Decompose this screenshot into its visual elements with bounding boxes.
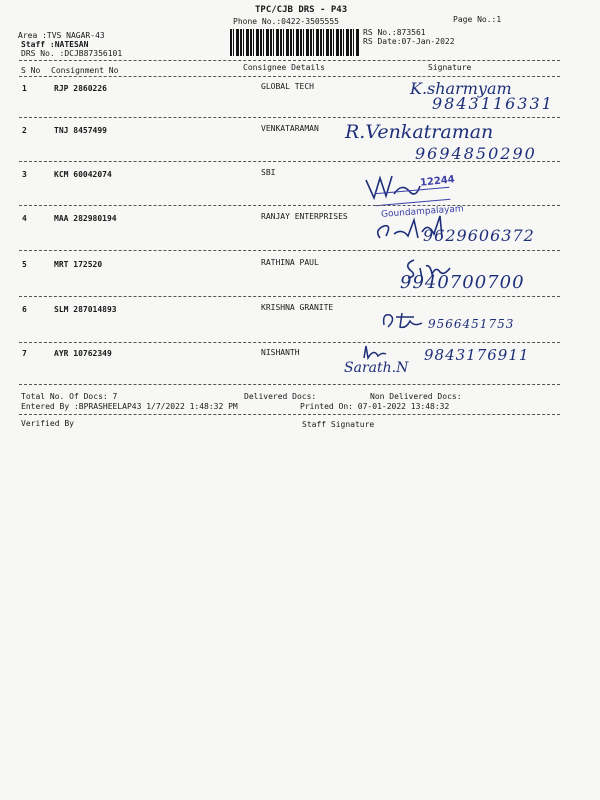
row-5-signature-phone: 9940700700 (400, 272, 525, 293)
row-6-consignee: KRISHNA GRANITE (261, 303, 334, 312)
row-6-signature-scribble (380, 309, 428, 331)
row-divider (19, 342, 560, 343)
row-divider (19, 117, 560, 118)
column-divider (19, 76, 560, 77)
stamp-place: Goundampalayam (380, 204, 464, 220)
col-sno: S No (21, 66, 41, 75)
col-consignee: Consignee Details (243, 63, 325, 72)
row-5-consignment: MRT 172520 (54, 260, 103, 269)
row-divider (19, 205, 560, 206)
area-label: Area :TVS NAGAR-43 (18, 31, 105, 40)
row-divider (19, 161, 560, 162)
non-delivered-docs: Non Delivered Docs: (370, 392, 462, 401)
header-divider (19, 60, 560, 61)
row-5-consignee: RATHINA PAUL (261, 258, 319, 267)
row-1-signature-phone: 9843116331 (432, 94, 554, 113)
row-2-sno: 2 (22, 126, 27, 135)
verified-by: Verified By (21, 419, 74, 428)
row-7-signature-scribble (360, 342, 390, 362)
row-7-signature-name: Sarath.N (344, 360, 409, 376)
row-3-consignment: KCM 60042074 (54, 170, 112, 179)
row-1-consignment: RJP 2860226 (54, 84, 107, 93)
barcode (230, 29, 360, 56)
row-1-signature-name: K.sharmyam (410, 79, 512, 98)
col-consignment: Consignment No (51, 66, 119, 75)
row-1-consignee: GLOBAL TECH (261, 82, 314, 91)
row-4-consignment: MAA 282980194 (54, 214, 117, 223)
row-7-consignment: AYR 10762349 (54, 349, 112, 358)
row-7-consignee: NISHANTH (261, 348, 300, 357)
row-6-sno: 6 (22, 305, 27, 314)
row-4-sno: 4 (22, 214, 27, 223)
col-signature: Signature (428, 63, 472, 72)
footer-divider (19, 414, 560, 415)
row-divider (19, 296, 560, 297)
row-2-consignee: VENKATARAMAN (261, 124, 319, 133)
row-3-sno: 3 (22, 170, 27, 179)
staff-signature: Staff Signature (302, 420, 375, 429)
row-divider (19, 250, 560, 251)
row-4-signature-phone: 9629606372 (423, 226, 535, 245)
staff-label: Staff :NATESAN (21, 40, 89, 49)
row-7-sno: 7 (22, 349, 27, 358)
row-6-signature-phone: 9566451753 (428, 317, 515, 331)
table-bottom-divider (19, 384, 560, 385)
row-2-signature-phone: 9694850290 (415, 144, 537, 163)
row-1-sno: 1 (22, 84, 27, 93)
row-3-consignee: SBI (261, 168, 276, 177)
entered-by: Entered By :BPRASHEELAP43 1/7/2022 1:48:32 PM (21, 402, 238, 411)
row-5-sno: 5 (22, 260, 27, 269)
rs-date: RS Date:07-Jan-2022 (363, 37, 455, 46)
total-docs: Total No. Of Docs: 7 (21, 392, 118, 401)
phone-number: Phone No.:0422-3505555 (233, 17, 339, 26)
row-4-consignee: RANJAY ENTERPRISES (261, 212, 348, 221)
row-2-consignment: TNJ 8457499 (54, 126, 107, 135)
page-number: Page No.:1 (453, 15, 502, 24)
row-7-signature-phone: 9843176911 (424, 346, 530, 364)
stamp-number: 12244 (419, 174, 456, 189)
drs-number: DRS No. :DCJB87356101 (21, 49, 123, 58)
row-2-signature-name: R.Venkatraman (345, 121, 494, 143)
printed-on: Printed On: 07-01-2022 13:48:32 (300, 402, 450, 411)
row-6-consignment: SLM 287014893 (54, 305, 117, 314)
rs-number: RS No.:873561 (363, 28, 426, 37)
delivered-docs: Delivered Docs: (244, 392, 317, 401)
document-title: TPC/CJB DRS - P43 (255, 5, 348, 15)
